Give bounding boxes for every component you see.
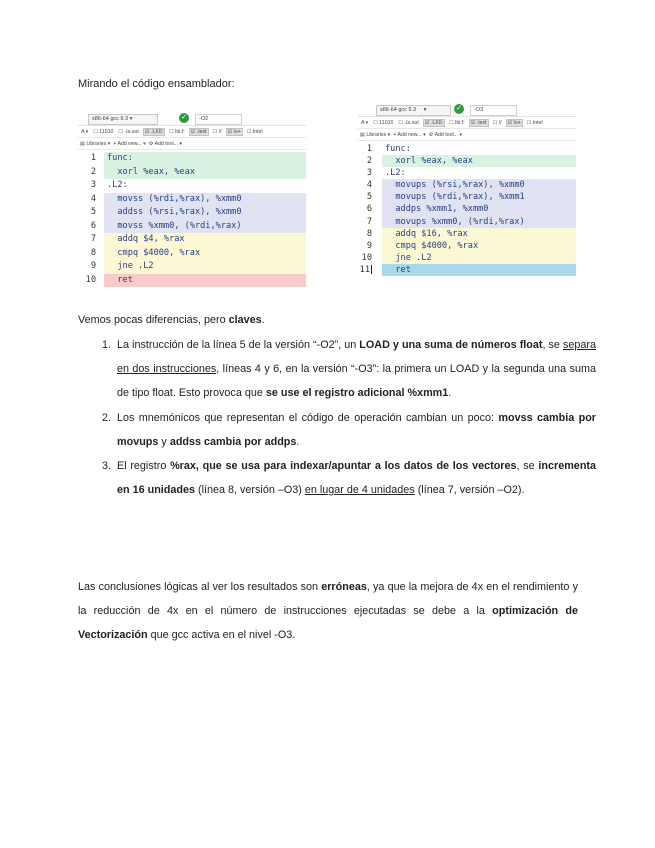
option-font[interactable]: A ▾ <box>81 128 89 135</box>
underlined-text: separa en dos instrucciones <box>117 339 596 376</box>
text-run: , ya que la mejora de 4x en el rendimiento y la reducción de 4x en el número de instrucciones ejecutadas se debe a la <box>78 581 578 618</box>
list-item <box>114 333 596 406</box>
compiler-toolbar <box>78 112 306 126</box>
check-icon: ✓ <box>454 104 464 114</box>
underlined-text: en lugar de 4 unidades <box>304 484 415 497</box>
option-labels[interactable]: ☑ .LX0: <box>144 128 164 135</box>
code-line <box>358 252 576 264</box>
option-library-functions[interactable]: ☐ lib.f: <box>169 128 185 135</box>
line-number: 10 <box>361 252 372 263</box>
emphasis: se use el registro adicional %xmm1 <box>265 387 449 400</box>
line-number: 5 <box>90 207 96 217</box>
code-line <box>358 179 576 191</box>
line-number: 4 <box>366 180 372 191</box>
code-line <box>358 143 576 155</box>
code-text: ret <box>104 274 306 288</box>
output-options-bar <box>78 126 306 138</box>
code-line <box>358 191 576 203</box>
code-text: movups (%rdi,%rax), %xmm1 <box>382 191 576 203</box>
code-line <box>358 240 576 252</box>
option-directives[interactable]: ☑ .text <box>190 128 207 135</box>
option-binary[interactable]: ☐ 11010 <box>373 119 394 126</box>
option-labels[interactable]: ☑ .LX0: <box>424 119 444 126</box>
code-line <box>78 179 306 193</box>
option-intel[interactable]: ☐ Intel <box>246 128 263 135</box>
conclusion-paragraph <box>78 575 578 648</box>
code-text: addq $16, %rax <box>382 228 576 240</box>
libraries-button[interactable]: ▤ Libraries ▾ <box>80 140 111 147</box>
code-text: cmpq $4000, %rax <box>104 247 306 261</box>
line-number: 3 <box>90 180 96 190</box>
option-font[interactable]: A ▾ <box>361 119 369 126</box>
code-text: .L2: <box>382 167 576 179</box>
code-text: movups (%rsi,%rax), %xmm0 <box>382 179 576 191</box>
emphasis: movss cambia por movups <box>117 411 596 448</box>
text-run: . <box>296 435 300 448</box>
code-line <box>78 220 306 234</box>
code-text: .L2: <box>104 179 306 193</box>
code-text: addss (%rsi,%rax), %xmm0 <box>104 206 306 220</box>
text-run: , se <box>542 339 563 351</box>
add-tool-button[interactable]: ⚙ Add tool... ▾ <box>428 131 462 138</box>
emphasis: claves <box>228 314 262 326</box>
line-number: 8 <box>90 247 96 258</box>
text-run: que gcc activa en el nivel -O3. <box>147 629 296 642</box>
code-line <box>78 260 306 274</box>
chevron-down-icon: ▾ <box>129 116 133 122</box>
code-line <box>358 167 576 179</box>
emphasis: LOAD y una suma de números float <box>359 339 543 351</box>
code-text: xorl %eax, %eax <box>382 155 576 167</box>
assembly-listing <box>78 152 306 287</box>
compiler-select[interactable] <box>88 114 158 125</box>
option-comments[interactable]: ☐ // <box>492 119 502 126</box>
option-library-functions[interactable]: ☐ lib.f: <box>449 119 465 126</box>
option-intel[interactable]: ☐ Intel <box>526 119 543 126</box>
emphasis: incrementa en 16 unidades <box>117 460 597 497</box>
option-whitespace[interactable]: ☑ \s+ <box>227 128 241 135</box>
code-line <box>358 155 576 167</box>
text-run: . <box>261 314 265 326</box>
code-text: addps %xmm1, %xmm0 <box>382 203 576 215</box>
code-line <box>78 193 306 207</box>
compiler-explorer-o2-panel <box>78 112 306 296</box>
line-number: 6 <box>366 204 372 215</box>
compiler-toolbar <box>358 103 576 117</box>
check-icon: ✓ <box>179 113 189 123</box>
add-new-button[interactable]: + Add new... ▾ <box>113 140 146 147</box>
line-number: 4 <box>90 193 96 204</box>
code-line <box>78 206 306 220</box>
text-run: Los mnemónicos que representan el código de operación cambian un poco: <box>117 411 499 424</box>
option-directives[interactable]: ☑ .text <box>470 119 487 126</box>
line-number: 1 <box>90 153 96 163</box>
code-line <box>78 233 306 247</box>
code-text: func: <box>382 143 576 155</box>
compiler-name: x86-64 gcc 9.3 <box>92 116 129 122</box>
code-text: movss (%rdi,%rax), %xmm0 <box>104 193 306 207</box>
line-number: 6 <box>90 220 96 231</box>
add-tool-button[interactable]: ⚙ Add tool... ▾ <box>148 140 182 147</box>
code-line <box>358 203 576 215</box>
emphasis: erróneas <box>321 581 367 593</box>
text-run: La instrucción de la línea 5 de la versión “-O2”, un <box>117 339 360 351</box>
code-line <box>78 274 306 288</box>
emphasis: optimización de Vectorización <box>78 605 578 642</box>
text-cursor <box>371 265 372 274</box>
emphasis: addss cambia por addps <box>169 435 297 448</box>
differences-list <box>96 333 596 502</box>
tools-bar <box>358 129 576 141</box>
output-options-bar <box>358 117 576 129</box>
code-text: movups %xmm0, (%rdi,%rax) <box>382 216 576 228</box>
text-run: y <box>158 435 170 448</box>
chevron-down-icon: ▾ <box>423 107 427 113</box>
code-text: cmpq $4000, %rax <box>382 240 576 252</box>
code-line <box>78 152 306 166</box>
option-comments[interactable]: ☐ // <box>212 128 222 135</box>
code-text: ret <box>382 264 576 276</box>
line-number: 8 <box>366 228 372 239</box>
code-text: xorl %eax, %eax <box>104 166 306 180</box>
add-new-button[interactable]: + Add new... ▾ <box>393 131 426 138</box>
intro-paragraph: Mirando el código ensamblador: <box>78 78 235 90</box>
text-run: (línea 8, versión –O3) <box>195 484 305 497</box>
libraries-button[interactable]: ▤ Libraries ▾ <box>360 131 391 138</box>
code-text: func: <box>104 152 306 166</box>
compiler-explorer-o3-panel <box>358 103 576 297</box>
text-run: Las conclusiones lógicas al ver los resultados son <box>78 581 322 593</box>
text-run: (línea 7, versión –O2). <box>414 484 525 497</box>
summary-paragraph <box>78 314 578 326</box>
option-execute[interactable]: ☐ ./a.out <box>398 119 419 126</box>
compiler-name: x86-64 gcc 9.3 <box>380 107 417 113</box>
compiler-flags-input[interactable]: -O2 <box>195 114 242 125</box>
list-item <box>114 454 596 502</box>
list-item <box>114 406 596 454</box>
tools-bar <box>78 138 306 150</box>
code-line <box>78 247 306 261</box>
line-number: 5 <box>366 192 372 203</box>
code-line <box>78 166 306 180</box>
code-text: jne .L2 <box>104 260 306 274</box>
code-text: addq $4, %rax <box>104 233 306 247</box>
option-binary[interactable]: ☐ 11010 <box>93 128 114 135</box>
compiler-select[interactable] <box>376 105 451 116</box>
text-run: El registro <box>117 460 171 473</box>
line-number: 2 <box>366 156 372 167</box>
text-run: Vemos pocas diferencias, pero <box>78 314 229 326</box>
code-text: jne .L2 <box>382 252 576 264</box>
line-number: 7 <box>90 234 96 244</box>
line-number: 9 <box>366 240 372 251</box>
text-run: . <box>448 387 452 400</box>
line-number: 10 <box>85 274 96 285</box>
code-line <box>358 264 576 276</box>
line-number: 3 <box>366 168 372 179</box>
text-run: , líneas 4 y 6, en la versión “-O3”: la primera un LOAD y la segunda una suma de tipo float. Esto provoca que <box>117 363 596 400</box>
line-number <box>358 264 382 276</box>
line-number: 1 <box>366 144 372 154</box>
assembly-listing <box>358 143 576 276</box>
line-number: 9 <box>90 261 96 271</box>
line-number: 2 <box>90 166 96 177</box>
line-number: 7 <box>366 216 372 227</box>
code-line <box>358 228 576 240</box>
text-run: , se <box>516 460 539 473</box>
line-number-text: 11 <box>359 264 370 275</box>
option-execute[interactable]: ☐ ./a.out <box>118 128 139 135</box>
option-whitespace[interactable]: ☑ \s+ <box>507 119 521 126</box>
compiler-flags-input[interactable]: -O3 <box>470 105 517 116</box>
code-text: movss %xmm0, (%rdi,%rax) <box>104 220 306 234</box>
emphasis: %rax, que se usa para indexar/apuntar a los datos de los vectores <box>170 460 517 473</box>
code-line <box>358 216 576 228</box>
